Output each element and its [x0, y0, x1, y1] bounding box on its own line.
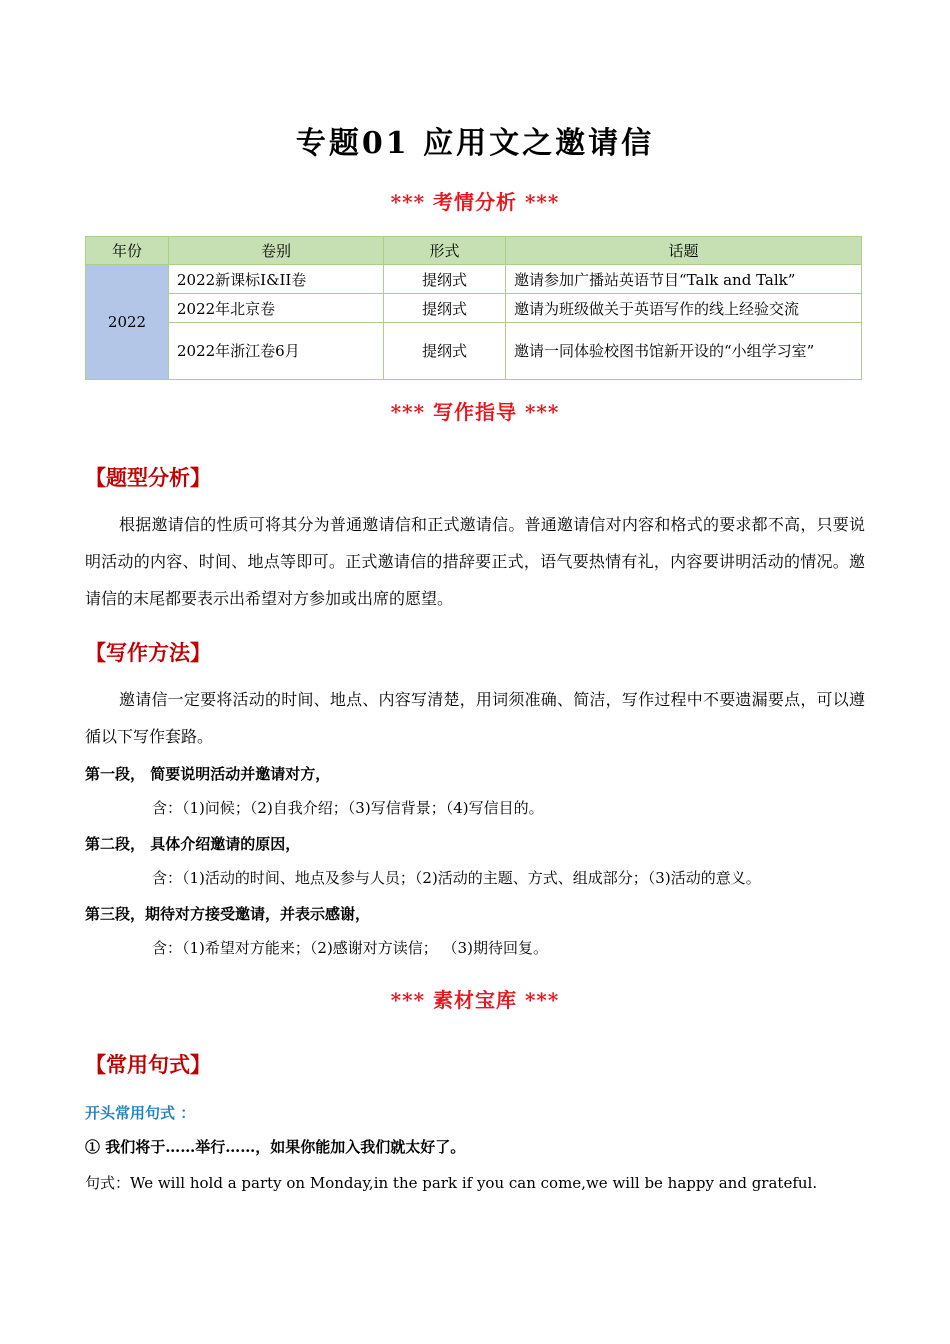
table-header-row: [86, 237, 862, 265]
exam-table: [85, 236, 862, 380]
table-cell-topic: 邀请一同体验校图书馆新开设的“小组学习室”: [506, 323, 862, 380]
table-header-topic: 话题: [506, 237, 862, 265]
table-header-year: 年份: [86, 237, 169, 265]
heading-common-sentences: 【常用句式】: [85, 1052, 211, 1077]
table-cell-topic: 邀请参加广播站英语节目“Talk and Talk”: [506, 265, 862, 294]
type-analysis-paragraph: 根据邀请信的性质可将其分为普通邀请信和正式邀请信。普通邀请信对内容和格式的要求都不高，只要说明活动的内容、时间、地点等即可。正式邀请信的措辞要正式，语气要热情有礼，内容要讲明活动的情况。邀请信的末尾都要表示出希望对方参加或出席的愿望。: [85, 515, 865, 608]
heading-type-analysis: 【题型分析】: [85, 465, 211, 490]
paragraph-three-items: 含：（1)希望对方能来；（2)感谢对方读信； （3)期待回复。: [152, 939, 548, 957]
writing-method-paragraph: 邀请信一定要将活动的时间、地点、内容写清楚，用词须准确、简洁，写作过程中不要遗漏要点，可以遵循以下写作套路。: [85, 690, 865, 746]
table-header-form: 形式: [384, 237, 506, 265]
page-title: 专题01 应用文之邀请信: [295, 126, 655, 161]
paragraph-two-title: 第二段， 具体介绍邀请的原因，: [85, 835, 301, 853]
table-cell-form: 提纲式: [384, 323, 506, 380]
table-row: [86, 294, 862, 323]
table-row: [86, 323, 862, 380]
section-material-title: *** 素材宝库 ***: [390, 988, 560, 1012]
table-header-paper: 卷别: [169, 237, 384, 265]
table-cell-year: 2022: [86, 265, 169, 380]
table-cell-form: 提纲式: [384, 265, 506, 294]
section-analysis-title: *** 考情分析 ***: [390, 190, 560, 214]
paragraph-three-title: 第三段，期待对方接受邀请，并表示感谢，: [85, 905, 371, 923]
table-cell-paper: 2022年北京卷: [169, 294, 384, 323]
section-guide-title: *** 写作指导 ***: [390, 400, 560, 424]
table-cell-form: 提纲式: [384, 294, 506, 323]
sentence-example-1: 句式：We will hold a party on Monday,in the park if you can come,we will be happy and grateful.: [85, 1174, 818, 1192]
table-cell-paper: 2022年浙江卷6月: [169, 323, 384, 380]
opening-sentences-subtitle: 开头常用句式 ：: [85, 1104, 196, 1122]
table-cell-topic: 邀请为班级做关于英语写作的线上经验交流: [506, 294, 862, 323]
paragraph-one-title: 第一段， 简要说明活动并邀请对方，: [85, 765, 331, 783]
paragraph-two-items: 含：（1)活动的时间、地点及参与人员；（2)活动的主题、方式、组成部分；（3)活动的意义。: [152, 869, 761, 887]
table-row: [86, 265, 862, 294]
heading-writing-method: 【写作方法】: [85, 640, 211, 665]
paragraph-one-items: 含：（1)问候；（2)自我介绍；（3)写信背景；（4)写信目的。: [152, 799, 544, 817]
table-cell-paper: 2022新课标I&II卷: [169, 265, 384, 294]
sentence-item-1: ① 我们将于……举行……，如果你能加入我们就太好了。: [85, 1138, 466, 1156]
